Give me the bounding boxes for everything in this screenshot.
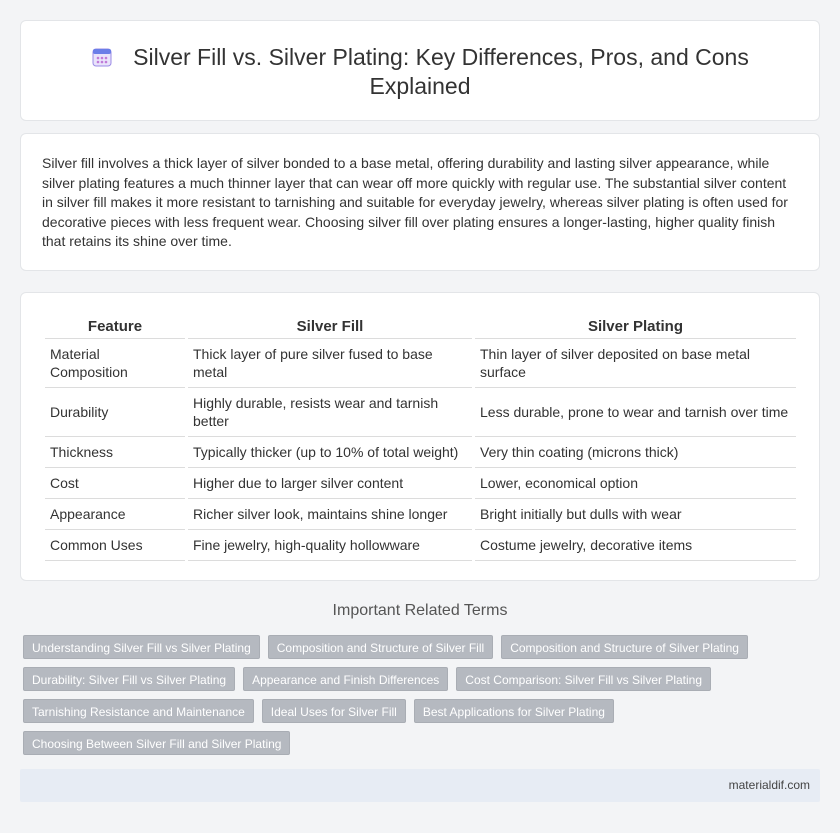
related-term-tag[interactable]: Choosing Between Silver Fill and Silver Plating: [23, 731, 290, 755]
related-term-tag[interactable]: Composition and Structure of Silver Plating: [501, 635, 748, 659]
table-cell: Very thin coating (microns thick): [475, 437, 796, 468]
table-cell: Less durable, prone to wear and tarnish over time: [475, 388, 796, 437]
title-card: [20, 20, 820, 121]
table-cell: Appearance: [45, 499, 185, 530]
related-term-tag[interactable]: Understanding Silver Fill vs Silver Plating: [23, 635, 260, 659]
table-cell: Lower, economical option: [475, 468, 796, 499]
related-terms-list: [23, 635, 823, 763]
comparison-table: [42, 315, 799, 561]
header-silver-fill: Silver Fill: [188, 315, 472, 339]
table-cell: Material Composition: [45, 339, 185, 388]
table-cell: Highly durable, resists wear and tarnish better: [188, 388, 472, 437]
header-silver-plating: Silver Plating: [475, 315, 796, 339]
related-term-tag[interactable]: Best Applications for Silver Plating: [414, 699, 614, 723]
table-cell: Thin layer of silver deposited on base metal surface: [475, 339, 796, 388]
table-cell: Cost: [45, 468, 185, 499]
footer-site-link[interactable]: materialdif.com: [728, 778, 810, 792]
table-row: [45, 388, 796, 437]
table-cell: Richer silver look, maintains shine longer: [188, 499, 472, 530]
table-cell: Typically thicker (up to 10% of total weight): [188, 437, 472, 468]
related-terms-heading: Important Related Terms: [332, 602, 508, 619]
table-cell: Fine jewelry, high-quality hollowware: [188, 530, 472, 561]
calendar-icon: [91, 46, 113, 68]
related-term-tag[interactable]: Cost Comparison: Silver Fill vs Silver Plating: [456, 667, 711, 691]
table-header-row: [45, 315, 796, 339]
table-cell: Thickness: [45, 437, 185, 468]
related-term-tag[interactable]: Durability: Silver Fill vs Silver Plating: [23, 667, 235, 691]
table-row: [45, 530, 796, 561]
footer-bar: [20, 769, 820, 802]
related-term-tag[interactable]: Appearance and Finish Differences: [243, 667, 448, 691]
comparison-card: [20, 292, 820, 581]
table-row: [45, 499, 796, 530]
table-cell: Higher due to larger silver content: [188, 468, 472, 499]
header-feature: Feature: [45, 315, 185, 339]
intro-card: [20, 133, 820, 271]
page-title: [21, 43, 819, 101]
table-row: [45, 468, 796, 499]
title-line-2: Explained: [369, 73, 471, 99]
title-line-1: Silver Fill vs. Silver Plating: Key Differences, Pros, and Cons: [133, 44, 749, 70]
table-row: [45, 339, 796, 388]
table-row: [45, 437, 796, 468]
related-term-tag[interactable]: Ideal Uses for Silver Fill: [262, 699, 406, 723]
table-cell: Costume jewelry, decorative items: [475, 530, 796, 561]
table-cell: Bright initially but dulls with wear: [475, 499, 796, 530]
related-term-tag[interactable]: Composition and Structure of Silver Fill: [268, 635, 493, 659]
table-cell: Thick layer of pure silver fused to base metal: [188, 339, 472, 388]
table-cell: Common Uses: [45, 530, 185, 561]
table-cell: Durability: [45, 388, 185, 437]
related-term-tag[interactable]: Tarnishing Resistance and Maintenance: [23, 699, 254, 723]
intro-paragraph: Silver fill involves a thick layer of silver bonded to a base metal, offering durability and lasting silver appearance, while silver plating features a much thinner layer that can wear off more quickly with regular use. The substantial silver content in silver fill makes it more resistant to tarnishing and suitable for everyday jewelry, whereas silver plating is often used for decorative pieces with less frequent wear. Choosing silver fill over plating ensures a longer-lasting, higher quality finish that retains its shine over time.: [42, 155, 788, 249]
